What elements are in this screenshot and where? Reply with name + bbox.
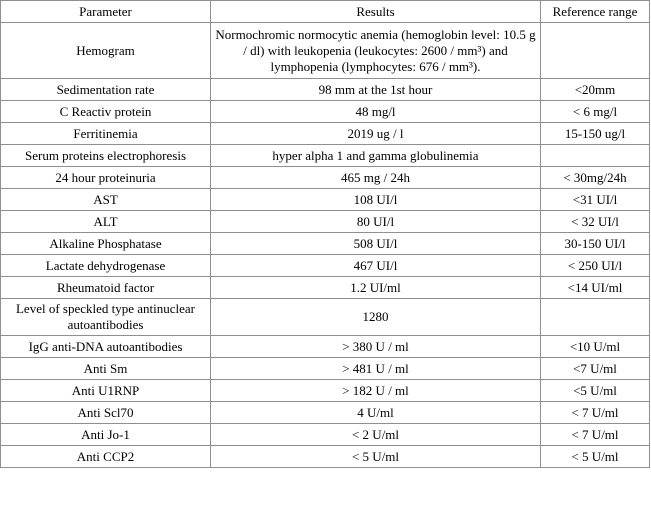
reference-cell: <20mm	[541, 79, 650, 101]
reference-cell	[541, 23, 650, 79]
table-row	[1, 424, 650, 446]
reference-cell: < 250 UI/l	[541, 255, 650, 277]
table-row	[1, 101, 650, 123]
reference-cell: 15-150 ug/l	[541, 123, 650, 145]
parameter-cell: Sedimentation rate	[1, 79, 211, 101]
table-row	[1, 402, 650, 424]
reference-cell: <31 UI/l	[541, 189, 650, 211]
header-results: Results	[211, 1, 541, 23]
result-cell: > 182 U / ml	[211, 380, 541, 402]
table-row	[1, 189, 650, 211]
parameter-cell: Rheumatoid factor	[1, 277, 211, 299]
reference-cell: <7 U/ml	[541, 358, 650, 380]
result-cell: 2019 ug / l	[211, 123, 541, 145]
table-row	[1, 167, 650, 189]
result-cell: hyper alpha 1 and gamma globulinemia	[211, 145, 541, 167]
reference-cell: < 6 mg/l	[541, 101, 650, 123]
table-row	[1, 446, 650, 468]
header-row	[1, 1, 650, 23]
parameter-cell: 24 hour proteinuria	[1, 167, 211, 189]
result-cell: 48 mg/l	[211, 101, 541, 123]
result-cell: > 481 U / ml	[211, 358, 541, 380]
table-row	[1, 277, 650, 299]
result-cell: > 380 U / ml	[211, 336, 541, 358]
parameter-cell: ALT	[1, 211, 211, 233]
parameter-cell: Anti Jo-1	[1, 424, 211, 446]
table-row	[1, 145, 650, 167]
parameter-cell: Anti Sm	[1, 358, 211, 380]
result-cell: 98 mm at the 1st hour	[211, 79, 541, 101]
reference-cell	[541, 299, 650, 336]
parameter-cell: Anti U1RNP	[1, 380, 211, 402]
parameter-cell: Anti Scl70	[1, 402, 211, 424]
reference-cell	[541, 145, 650, 167]
parameter-cell: Lactate dehydrogenase	[1, 255, 211, 277]
result-cell: 80 UI/l	[211, 211, 541, 233]
table-row	[1, 358, 650, 380]
table-row	[1, 233, 650, 255]
reference-cell: <5 U/ml	[541, 380, 650, 402]
header-parameter: Parameter	[1, 1, 211, 23]
parameter-cell: Alkaline Phosphatase	[1, 233, 211, 255]
result-cell: 1280	[211, 299, 541, 336]
table-row	[1, 299, 650, 336]
parameter-cell: Anti CCP2	[1, 446, 211, 468]
table-row	[1, 211, 650, 233]
parameter-cell: Serum proteins electrophoresis	[1, 145, 211, 167]
reference-cell: < 32 UI/l	[541, 211, 650, 233]
result-cell: 467 UI/l	[211, 255, 541, 277]
result-cell: 1.2 UI/ml	[211, 277, 541, 299]
table-row	[1, 123, 650, 145]
reference-cell: < 5 U/ml	[541, 446, 650, 468]
result-cell: < 5 U/ml	[211, 446, 541, 468]
table-row	[1, 23, 650, 79]
table-row	[1, 380, 650, 402]
header-reference-range: Reference range	[541, 1, 650, 23]
result-cell: < 2 U/ml	[211, 424, 541, 446]
parameter-cell: Ferritinemia	[1, 123, 211, 145]
parameter-cell: Level of speckled type antinuclear autoantibodies	[1, 299, 211, 336]
reference-cell: 30-150 UI/l	[541, 233, 650, 255]
reference-cell: <10 U/ml	[541, 336, 650, 358]
parameter-cell: AST	[1, 189, 211, 211]
reference-cell: < 7 U/ml	[541, 424, 650, 446]
result-cell: 4 U/ml	[211, 402, 541, 424]
reference-cell: < 30mg/24h	[541, 167, 650, 189]
reference-cell: < 7 U/ml	[541, 402, 650, 424]
result-cell: 508 UI/l	[211, 233, 541, 255]
table-row	[1, 336, 650, 358]
table-row	[1, 79, 650, 101]
result-cell: 465 mg / 24h	[211, 167, 541, 189]
reference-cell: <14 UI/ml	[541, 277, 650, 299]
parameter-cell: Hemogram	[1, 23, 211, 79]
table-row	[1, 255, 650, 277]
result-cell: Normochromic normocytic anemia (hemoglobin level: 10.5 g / dl) with leukopenia (leukocytes: 2600 / mm³) and lymphopenia (lymphocytes: 676 / mm³).	[211, 23, 541, 79]
parameter-cell: IgG anti-DNA autoantibodies	[1, 336, 211, 358]
parameter-cell: C Reactiv protein	[1, 101, 211, 123]
result-cell: 108 UI/l	[211, 189, 541, 211]
